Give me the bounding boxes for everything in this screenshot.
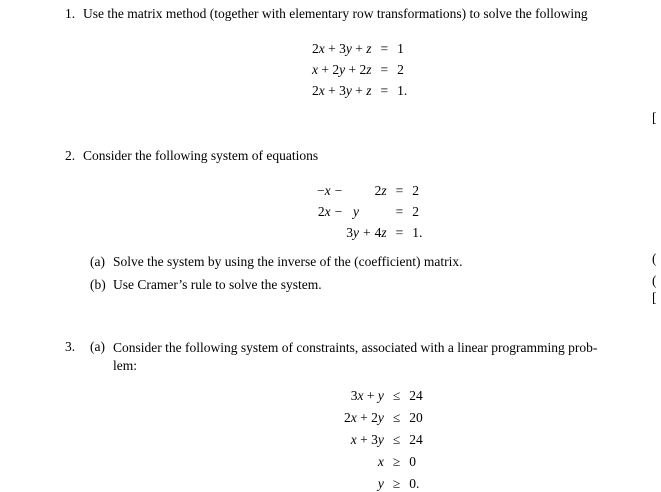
part-a-text: Solve the system by using the inverse of the (coefficient) matrix. bbox=[113, 254, 463, 269]
equation-cell: ≤ bbox=[392, 388, 401, 403]
equation-cell bbox=[375, 201, 387, 222]
equation-cell: x + 3y bbox=[350, 432, 384, 447]
question-3-text-line-1: Consider the following system of constraints, associated with a linear programming prob- bbox=[113, 340, 598, 355]
equation-row bbox=[312, 59, 407, 80]
margin-mark-2: ( bbox=[652, 251, 657, 266]
question-3-number: 3. bbox=[65, 339, 76, 354]
question-3 bbox=[0, 339, 661, 375]
equation-system-1 bbox=[312, 38, 407, 101]
equation-cell: ≥ bbox=[392, 476, 401, 491]
equation-cell: 2z bbox=[374, 183, 387, 198]
equation-cell: 1. bbox=[397, 83, 408, 98]
equation-cell bbox=[331, 222, 347, 243]
equation-cell: x + 2y + 2z bbox=[312, 62, 372, 77]
equation-cell: ≤ bbox=[392, 410, 401, 425]
equation-cell: = bbox=[395, 225, 404, 240]
question-2-part-b bbox=[90, 277, 661, 293]
question-3-text-line-2: lem: bbox=[113, 358, 137, 373]
margin-mark-1: [ bbox=[652, 110, 657, 125]
equation-row bbox=[344, 429, 423, 451]
equation-cell: 0. bbox=[409, 476, 420, 491]
equation-cell: = bbox=[395, 183, 404, 198]
equation-cell: 2 bbox=[412, 183, 420, 198]
equation-cell: y bbox=[353, 204, 359, 219]
equation-cell: y bbox=[377, 476, 384, 491]
equation-row bbox=[344, 473, 423, 492]
part-b-label: (b) bbox=[90, 277, 106, 292]
question-2-number: 2. bbox=[65, 148, 76, 163]
equation-cell: −x bbox=[317, 183, 331, 198]
equation-row bbox=[344, 385, 423, 407]
equation-cell: + bbox=[363, 225, 371, 240]
question-1-number: 1. bbox=[65, 6, 76, 21]
equation-cell: 1. bbox=[412, 225, 423, 240]
equation-row bbox=[344, 407, 423, 429]
equation-cell bbox=[359, 180, 375, 201]
equation-cell: 2 bbox=[412, 204, 420, 219]
equation-cell: 3x + y bbox=[350, 388, 384, 403]
question-2-part-a bbox=[90, 254, 661, 270]
equation-cell: = bbox=[395, 204, 404, 219]
equation-system-2 bbox=[317, 180, 422, 243]
question-3-part-a-label: (a) bbox=[90, 339, 105, 354]
equation-cell: 2x + 2y bbox=[344, 410, 384, 425]
equation-cell bbox=[317, 222, 331, 243]
equation-row bbox=[312, 38, 407, 59]
equation-cell: 1 bbox=[397, 41, 404, 56]
equation-cell: ≥ bbox=[392, 454, 401, 469]
equation-cell: 3y bbox=[346, 225, 359, 240]
equation-cell: − bbox=[334, 204, 343, 219]
equation-cell: 2 bbox=[397, 62, 404, 77]
equation-cell: = bbox=[380, 62, 389, 77]
equation-cell: 24 bbox=[409, 388, 423, 403]
equation-cell: = bbox=[380, 83, 389, 98]
equation-cell: x bbox=[377, 454, 384, 469]
margin-mark-3: ( bbox=[652, 273, 657, 288]
question-2-text: Consider the following system of equations bbox=[83, 148, 319, 163]
margin-mark-4: [ bbox=[652, 290, 657, 305]
question-1-text: Use the matrix method (together with elementary row transformations) to solve the following bbox=[83, 6, 588, 21]
equation-cell: 0 bbox=[409, 454, 417, 469]
equation-cell: 2x + 3y + z bbox=[312, 41, 372, 56]
equation-cell bbox=[346, 180, 359, 201]
equation-cell: ≤ bbox=[392, 432, 401, 447]
equation-cell: 24 bbox=[409, 432, 423, 447]
equation-row bbox=[317, 222, 422, 243]
constraint-system-3 bbox=[344, 385, 423, 492]
question-1 bbox=[0, 0, 661, 22]
equation-cell: 4z bbox=[374, 225, 387, 240]
equation-row bbox=[312, 80, 407, 101]
equation-cell bbox=[359, 201, 375, 222]
equation-cell: 2x bbox=[317, 204, 331, 219]
equation-cell: − bbox=[334, 183, 343, 198]
equation-cell: 2x + 3y + z bbox=[312, 83, 372, 98]
question-2 bbox=[0, 148, 661, 164]
equation-row bbox=[317, 180, 422, 201]
part-a-label: (a) bbox=[90, 254, 105, 269]
equation-row bbox=[344, 451, 423, 473]
part-b-text: Use Cramer’s rule to solve the system. bbox=[113, 277, 322, 292]
equation-cell: = bbox=[380, 41, 389, 56]
question-3-part-a-text bbox=[113, 339, 597, 375]
equation-row bbox=[317, 201, 422, 222]
equation-cell: 20 bbox=[409, 410, 423, 425]
